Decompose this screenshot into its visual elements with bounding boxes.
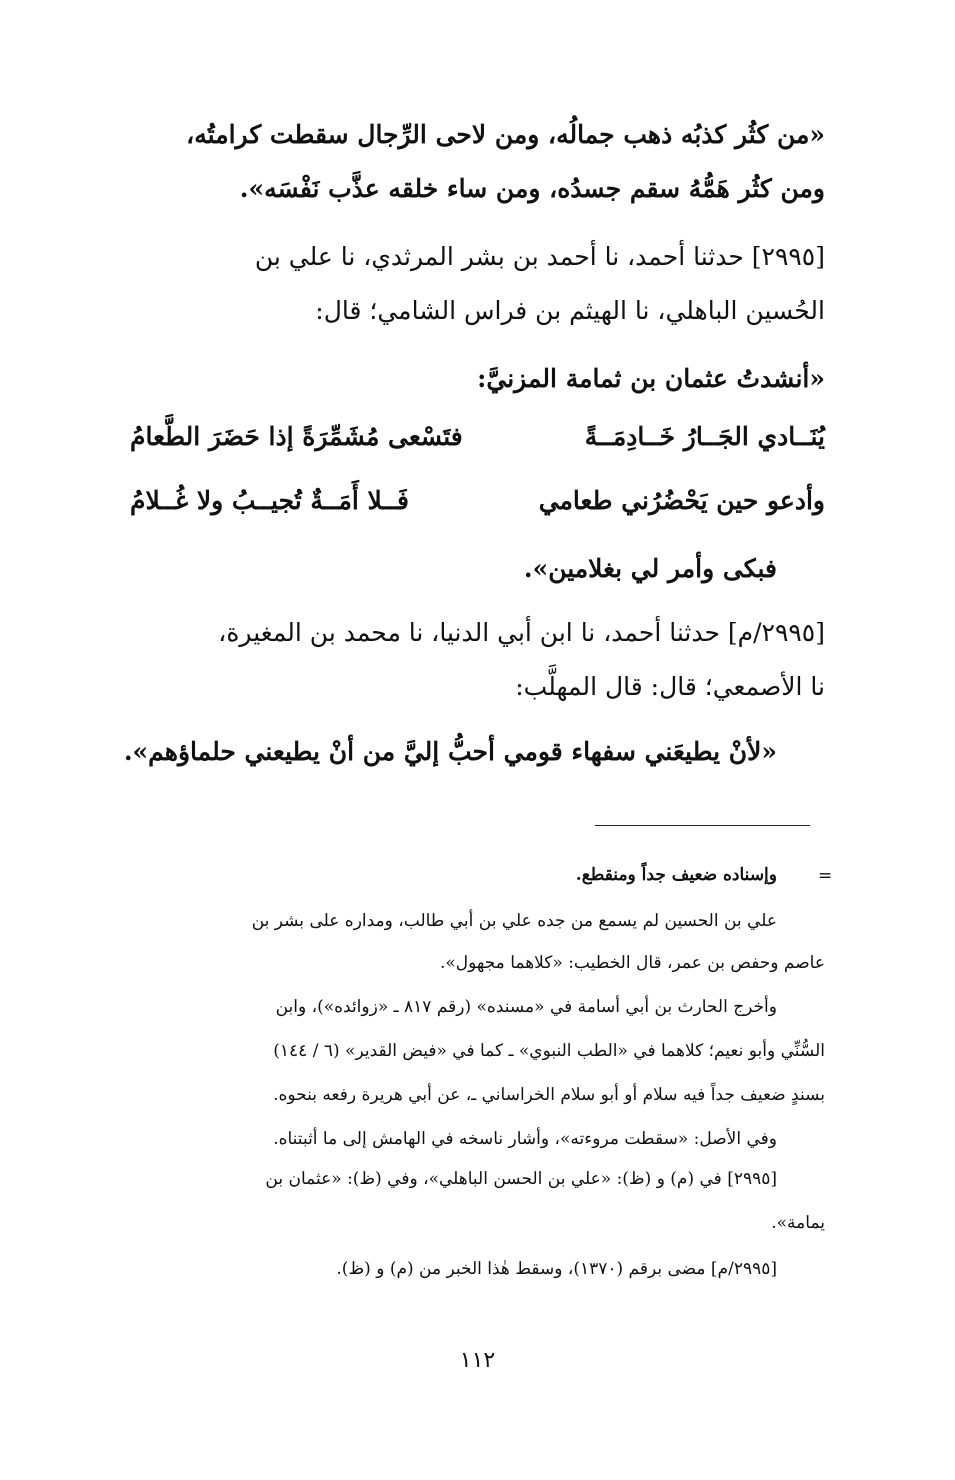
entry-2995-line1: [٢٩٩٥] حدثنا أحمد، نا أحمد بن بشر المرثدي، نا علي بن (254, 242, 825, 271)
quote2-text: «لأنْ يطيعَني سفهاء قومي أحبُّ إليَّ من أنْ يطيعني حلماؤهم». (123, 737, 777, 766)
page-number: ١١٢ (459, 1348, 496, 1373)
verse2-second-hemistich: فَــلا أَمَــةٌ تُجيــبُ ولا غُــلامُ (130, 486, 410, 515)
quote1-line1: «من كثُر كذبُه ذهب جمالُه، ومن لاحى الرِّجال سقطت كرامتُه، (186, 120, 825, 149)
footnote-3-line3: بسندٍ ضعيف جداً فيه سلام أو أبو سلام الخراساني ـ، عن أبي هريرة رفعه بنحوه. (273, 1085, 825, 1105)
footnote-2-line2: عاصم وحفص بن عمر، قال الخطيب: «كلاهما مجهول». (439, 953, 825, 973)
footnote-3-line1: وأخرج الحارث بن أبي أسامة في «مسنده» (رقم ٨١٧ ـ «زوائده»)، وابن (275, 997, 777, 1017)
footnote-2-line1: علي بن الحسين لم يسمع من جده علي بن أبي طالب، ومداره على بشر بن (251, 911, 777, 931)
continuation-mark: = (818, 866, 833, 886)
footnote-5-line1: [٢٩٩٥] في (م) و (ظ): «علي بن الحسن الباهلي»، وفي (ظ): «عثمان بن (265, 1169, 777, 1189)
verse1-first-hemistich: يُنَــادي الجَــارُ خَــادِمَــةً (584, 422, 825, 451)
entry-2995m-line2: نا الأصمعي؛ قال: قال المهلَّب: (515, 672, 825, 701)
footnote-6: [٢٩٩٥/م] مضى برقم (١٣٧٠)، وسقط هٰذا الخبر من (م) و (ظ). (336, 1259, 777, 1279)
verse2-first-hemistich: وأدعو حين يَحْضُرُني طعامي (538, 486, 825, 515)
verse-after-text: فبكى وأمر لي بغلامين». (523, 554, 777, 583)
footnote-separator (595, 825, 810, 826)
entry-2995-line2: الحُسين الباهلي، نا الهيثم بن فراس الشامي؛ قال: (315, 296, 825, 325)
verse1-second-hemistich: فتَسْعى مُشَمِّرَةً إذا حَضَرَ الطَّعامُ (130, 422, 463, 451)
footnote-1: وإسناده ضعيف جداً ومنقطع. (575, 865, 777, 885)
verse-intro: «أنشدتُ عثمان بن ثمامة المزنيَّ: (477, 364, 825, 393)
entry-2995m-line1: [٢٩٩٥/م] حدثنا أحمد، نا ابن أبي الدنيا، نا محمد بن المغيرة، (218, 618, 825, 647)
footnote-4: وفي الأصل: «سقطت مروءته»، وأشار ناسخه في الهامش إلى ما أثبتناه. (273, 1129, 777, 1149)
quote1-line2: ومن كثُر هَمُّهُ سقم جسدُه، ومن ساء خلقه عذَّب نَفْسَه». (239, 174, 825, 203)
footnote-3-line2: السُّنِّي وأبو نعيم؛ كلاهما في «الطب النبوي» ـ كما في «فيض القدير» (٦ / ١٤٤) (273, 1041, 825, 1061)
footnote-5-line2: يمامة». (771, 1213, 825, 1233)
